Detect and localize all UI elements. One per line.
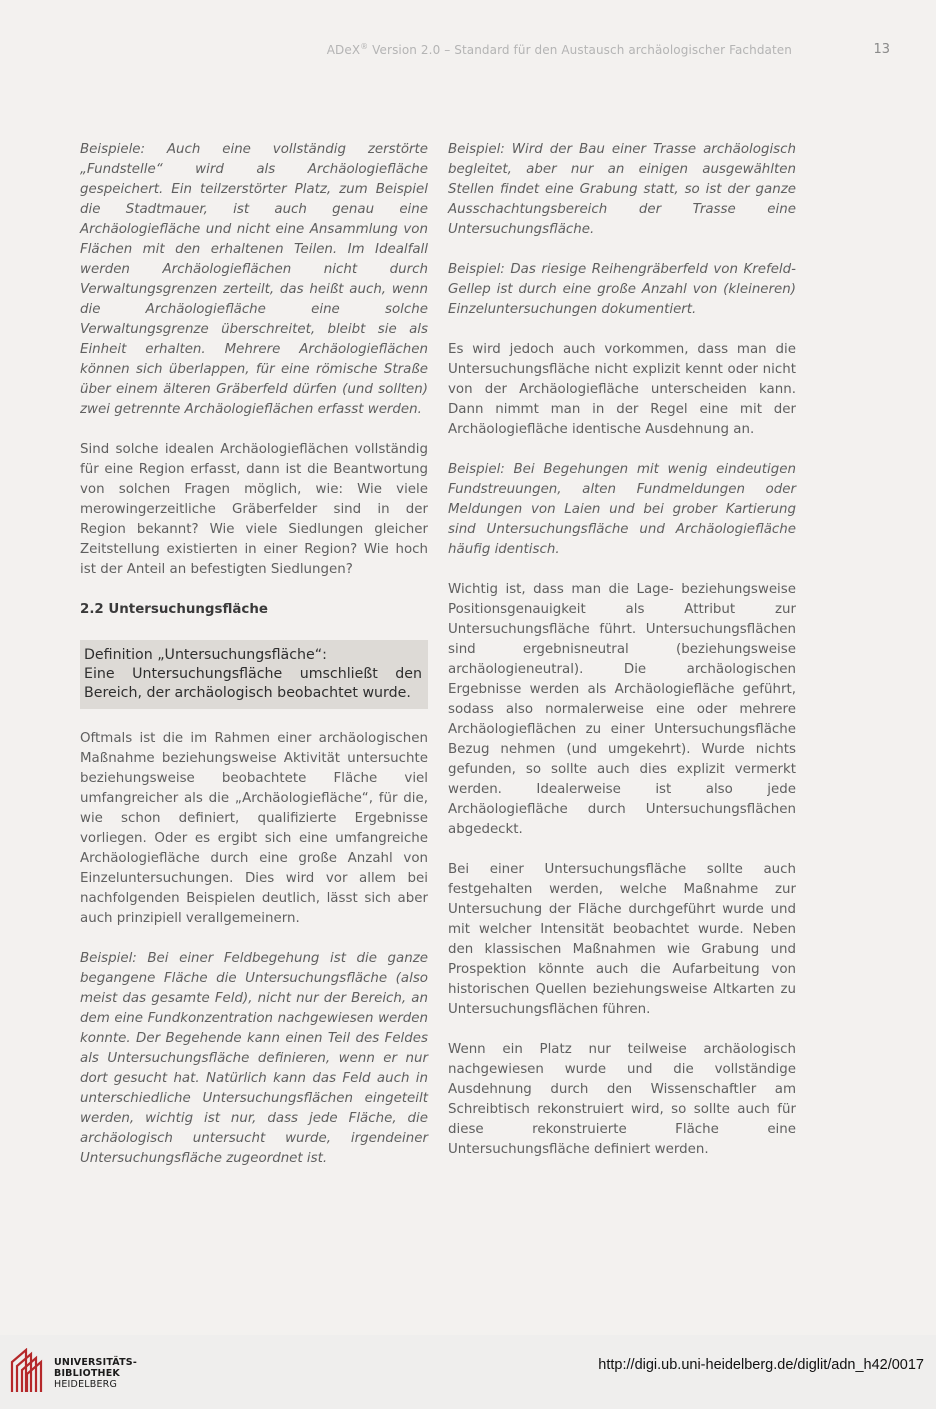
example-paragraph: Beispiel: Wird der Bau einer Trasse archäologisch begleitet, aber nur an einigen ausgewählten Stellen findet eine Grabung statt, so ist der ganze Ausschachtungsbereich der Trasse eine Untersuchungsfläche. bbox=[448, 142, 796, 237]
digitization-footer bbox=[0, 1335, 936, 1409]
page-number: 13 bbox=[873, 42, 890, 57]
header-title: Version 2.0 – Standard für den Austausch archäologischer Fachdaten bbox=[368, 43, 792, 57]
body-paragraph: Es wird jedoch auch vorkommen, dass man die Untersuchungsfläche nicht explizit kennt oder nicht von der Archäologiefläche unterscheiden kann. Dann nimmt man in der Regel eine mit der Archäologiefläche identische Ausdehnung an. bbox=[448, 342, 796, 437]
example-paragraph: Beispiele: Auch eine vollständig zerstörte „Fundstelle“ wird als Archäologiefläche gespeichert. Ein teilzerstörter Platz, zum Beispiel die Stadtmauer, ist auch genau eine Archäologiefläche und nicht eine Ansammlung von Flächen mit den erhaltenen Teilen. Im Idealfall werden Archäologieflächen nicht durch Verwaltungsgrenzen zerteilt, das heißt auch, wenn die Archäologiefläche eine solche Verwaltungsgrenze überschreitet, bleibt sie als Einheit erhalten. Mehrere Archäologieflächen können sich überlappen, für eine römische Straße über einem älteren Gräberfeld dürfen (und sollten) zwei getrennte Archäologieflächen erfasst werden. bbox=[80, 142, 428, 417]
section-heading: 2.2 Untersuchungsfläche bbox=[80, 602, 268, 617]
body-paragraph: Wichtig ist, dass man die Lage- beziehungsweise Positionsgenauigkeit als Attribut zur Untersuchungsfläche führt. Untersuchungsflächen sind ergebnisneutral (beziehungsweise archäologieneutral). Die archäologischen Ergebnisse werden als Archäologiefläche geführt, sodass also normalerweise eine oder mehrere Archäologieflächen zu einer Untersuchungsfläche Bezug nehmen (und umgekehrt). Wurde nichts gefunden, so sollte auch dies explizit vermerkt werden. Idealerweise ist also jede Archäologiefläche durch Untersuchungsflächen abgedeckt. bbox=[448, 582, 796, 837]
definition-title: Definition „Untersuchungsfläche“: bbox=[84, 647, 327, 663]
library-name-line: UNIVERSITÄTS- bbox=[54, 1357, 137, 1368]
definition-text: Eine Untersuchungsfläche umschließt den Bereich, der archäologisch beobachtet wurde. bbox=[84, 666, 422, 701]
example-paragraph: Beispiel: Bei Begehungen mit wenig eindeutigen Fundstreuungen, alten Fundmeldungen oder Meldungen von Laien und bei grober Kartierung sind Untersuchungsfläche und Archäologiefläche häufig identisch. bbox=[448, 462, 796, 557]
example-paragraph: Beispiel: Bei einer Feldbegehung ist die ganze begangene Fläche die Untersuchungsfläche (also meist das gesamte Feld), nicht nur der Bereich, an dem eine Fundkonzentration nachgewiesen werden konnte. Der Begehende kann einen Teil des Feldes als Untersuchungsfläche definieren, wenn er nur dort gesucht hat. Natürlich kann das Feld auch in unterschiedliche Untersuchungsflächen eingeteilt werden, wichtig ist nur, dass jede Fläche, die archäologisch untersucht wurde, irgendeiner Untersuchungsfläche zugeordnet ist. bbox=[80, 951, 428, 1166]
definition-box bbox=[80, 640, 428, 709]
registered-mark: ® bbox=[360, 42, 369, 51]
library-name bbox=[54, 1357, 137, 1390]
example-paragraph: Beispiel: Das riesige Reihengräberfeld von Krefeld-Gellep ist durch eine große Anzahl von (kleineren) Einzeluntersuchungen dokumentiert. bbox=[448, 262, 796, 317]
running-header bbox=[300, 42, 792, 57]
header-brand: ADeX bbox=[326, 43, 361, 57]
library-logo-icon bbox=[10, 1348, 46, 1394]
library-name-line: BIBLIOTHEK bbox=[54, 1368, 120, 1379]
body-paragraph: Oftmals ist die im Rahmen einer archäologischen Maßnahme beziehungsweise Aktivität untersuchte beziehungsweise beobachtete Fläche viel umfangreicher als die „Archäologiefläche“, für die, wie schon definiert, qualifizierte Ergebnisse vorliegen. Oder es ergibt sich eine umfangreiche Archäologiefläche durch eine große Anzahl von Einzeluntersuchungen. Dies wird vor allem bei nachfolgenden Beispielen deutlich, lässt sich aber auch prinzipiell verallgemeinern. bbox=[80, 731, 428, 926]
permalink-url[interactable]: http://digi.ub.uni-heidelberg.de/diglit/adn_h42/0017 bbox=[598, 1357, 924, 1373]
body-paragraph: Wenn ein Platz nur teilweise archäologisch nachgewiesen wurde und die vollständige Ausdehnung durch den Wissenschaftler am Schreibtisch rekonstruiert wird, so sollte auch für diese rekonstruierte Fläche eine Untersuchungsfläche definiert werden. bbox=[448, 1042, 796, 1157]
library-name-line: HEIDELBERG bbox=[54, 1379, 118, 1390]
body-paragraph: Bei einer Untersuchungsfläche sollte auch festgehalten werden, welche Maßnahme zur Untersuchung der Fläche durchgeführt wurde und mit welcher Intensität beobachtet wurde. Neben den klassischen Maßnahmen wie Grabung und Prospektion könnte auch die Aufarbeitung von historischen Quellen beziehungsweise Altkarten zu Untersuchungsflächen führen. bbox=[448, 862, 796, 1017]
body-paragraph: Sind solche idealen Archäologieflächen vollständig für eine Region erfasst, dann ist die Beantwortung von solchen Fragen möglich, wie: Wie viele merowingerzeitliche Gräberfelder sind in der Region bekannt? Wie viele Siedlungen gleicher Zeitstellung existierten in einer Region? Wie hoch ist der Anteil an befestigten Siedlungen? bbox=[80, 442, 428, 577]
left-column bbox=[80, 140, 428, 1189]
right-column bbox=[448, 140, 796, 1180]
